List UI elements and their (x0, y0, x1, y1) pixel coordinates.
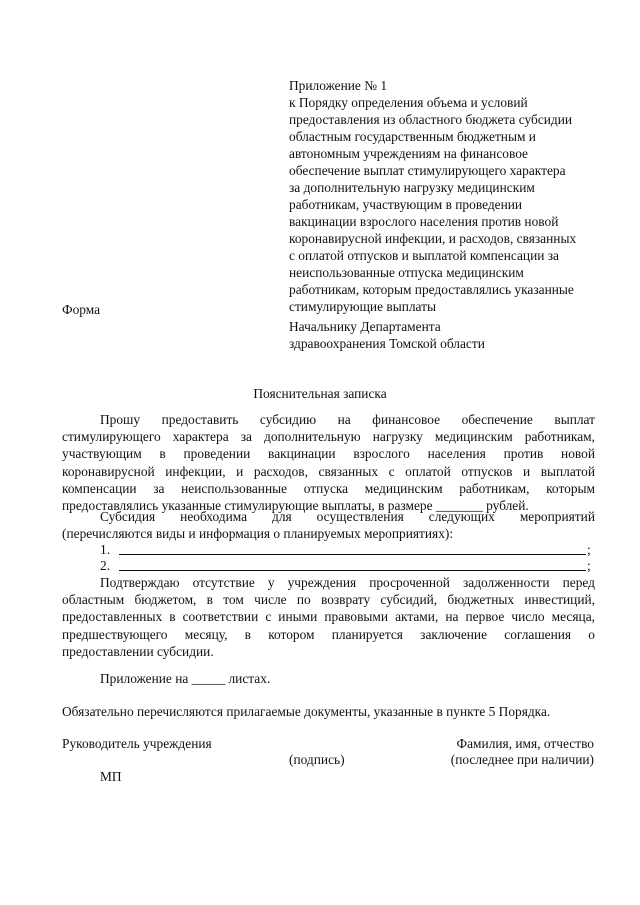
addressee-line: Начальнику Департамента (289, 319, 441, 334)
appendix-line: за дополнительную нагрузку медицинским (289, 180, 535, 195)
patronymic-note: (последнее при наличии) (450, 752, 594, 767)
paragraph-line: компенсации за неиспользованные отпуска медицинским работникам, которым (62, 480, 595, 496)
list-end: ; (587, 558, 591, 573)
addressee-line: здравоохранения Томской области (289, 336, 485, 351)
confirmation-paragraph (62, 574, 595, 660)
list-item-1-blank[interactable] (119, 542, 586, 555)
paragraph-line: предоставленных в соответствии с иными правовыми актами, на первое число месяца, (62, 609, 595, 625)
paragraph-line: предоставлении субсидии. (62, 643, 214, 659)
request-paragraph (62, 411, 595, 514)
paragraph-line: стимулирующего характера за дополнительную нагрузку медицинским работникам, (62, 429, 595, 445)
list-end: ; (587, 542, 591, 557)
list-item-1 (100, 541, 110, 558)
appendix-line: неиспользованные отпуска медицинским (289, 265, 524, 280)
appendix-line: работникам, которым предоставлялись указанные (289, 282, 574, 297)
appendix-block (289, 77, 576, 315)
list-number: 2. (100, 558, 111, 573)
paragraph-line: областным бюджетом, в том числе по возврату субсидий, бюджетных инвестиций, (62, 592, 595, 608)
appendix-line: работникам, участвующим в проведении (289, 197, 523, 212)
paragraph-line: коронавирусной инфекции, и расходов, связанных с оплатой отпусков и выплатой (62, 463, 595, 479)
list-number: 1. (100, 542, 111, 557)
appendix-heading: Приложение № 1 (289, 78, 388, 93)
paragraph-line: Подтверждаю отсутствие у учреждения просроченной задолженности перед (100, 575, 595, 590)
appendix-line: коронавирусной инфекции, и расходов, связанных (289, 231, 577, 246)
appendix-line: стимулирующие выплаты (289, 299, 436, 314)
list-item-2-blank[interactable] (119, 558, 586, 571)
form-label: Форма (62, 302, 101, 317)
paragraph-line: Субсидия необходима для осуществления следующих мероприятий (100, 509, 595, 524)
purpose-paragraph (62, 508, 595, 542)
appendix-line: предоставления из областного бюджета субсидии (289, 112, 573, 127)
appendix-line: вакцинации взрослого населения против новой (289, 214, 559, 229)
head-label: Руководитель учреждения (62, 736, 212, 751)
paragraph-line: Прошу предоставить субсидию на финансовое обеспечение выплат (100, 412, 595, 427)
attachment-line: Приложение на _____ листах. (100, 671, 271, 686)
stamp-label: МП (100, 769, 122, 784)
appendix-line: автономным учреждениям на финансовое (289, 146, 529, 161)
paragraph-line: участвующим в проведении вакцинации взрослого населения против новой (62, 446, 595, 462)
list-item-2 (100, 557, 110, 574)
required-documents-note: Обязательно перечисляются прилагаемые документы, указанные в пункте 5 Порядка. (62, 704, 551, 719)
paragraph-line: предоставлялись указанные стимулирующие выплаты, в размере _______ рублей. (62, 498, 529, 514)
paragraph-line: предшествующего месяцу, в котором планируется заключение соглашения о (62, 626, 595, 642)
appendix-line: обеспечение выплат стимулирующего характера (289, 163, 566, 178)
full-name-label: Фамилия, имя, отчество (456, 736, 594, 751)
appendix-line: с оплатой отпусков и выплатой компенсации за (289, 248, 559, 263)
signature-label: (подпись) (289, 752, 345, 767)
paragraph-line: (перечисляются виды и информация о планируемых мероприятиях): (62, 526, 454, 542)
document-title: Пояснительная записка (253, 386, 387, 401)
appendix-line: к Порядку определения объема и условий (289, 95, 528, 110)
appendix-line: областным государственным бюджетным и (289, 129, 536, 144)
